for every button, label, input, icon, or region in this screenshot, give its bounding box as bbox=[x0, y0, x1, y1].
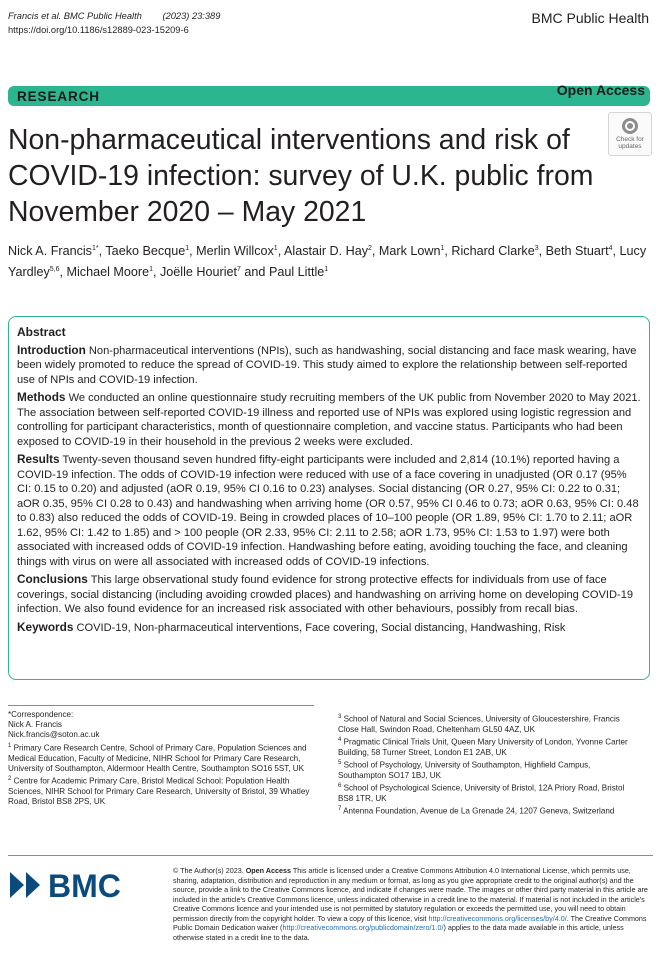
abstract-section-text: Twenty-seven thousand seven hundred fifty-eight participants were included and 2,814 (10.1%) reported having a COVID-19 infection. The odds of COVID-19 infection were reduced with use of a face covering in unadjusted (OR 0.17 (95% CI: 0.15 to 0.20) and adjusted (aOR 0.19, 95% CI 0.16 to 0.23) analyses. Social distancing (OR 0.27, 95% CI: 0.22 to 0.31; aOR 0.35, 95% CI 0.28 to 0.43) and handwashing when arriving home (OR 0.57, 95% CI 0.46 to 0.73; aOR 0.63, 95% CI: 0.48 to 0.83) also reduced the odds of COVID-19. Being in crowded places of 10–100 people (OR 1.89, 95% CI: 1.70 to 2.11; aOR 1.62, 95% CI: 1.42 to 1.85) and > 100 people (OR 2.33, 95% CI: 2.11 to 2.58; aOR 1.73, 95% CI: 1.53 to 1.97) were both associated with increased odds of COVID-19 infection. Handwashing before eating, avoiding touching the face, and cleaning things with virus on were all associated with increased odds of COVID-19 infections. bbox=[17, 454, 639, 568]
author-name: Michael Moore bbox=[66, 264, 150, 279]
author-affiliation-marker: 1 bbox=[440, 245, 445, 252]
license-link-zero[interactable]: http://creativecommons.org/publicdomain/zero/1.0/ bbox=[282, 923, 444, 932]
affiliation-number: 2 bbox=[8, 775, 12, 782]
author-affiliation-marker: 2 bbox=[368, 245, 372, 252]
author[interactable] bbox=[67, 265, 154, 279]
affiliation bbox=[8, 774, 320, 807]
author-name: Alastair D. Hay bbox=[284, 244, 368, 259]
author-name: Merlin Willcox bbox=[196, 244, 274, 259]
abstract-section-text: COVID-19, Non-pharmaceutical interventions, Face covering, Social distancing, Handwashing, Risk bbox=[76, 621, 566, 634]
author[interactable] bbox=[8, 244, 99, 258]
author-name: Richard Clarke bbox=[451, 244, 535, 259]
affiliation-number: 7 bbox=[338, 806, 342, 813]
footnote-divider bbox=[8, 705, 314, 706]
citation-journal: et al. BMC Public Health bbox=[38, 11, 142, 21]
abstract-section-heading: Methods bbox=[17, 390, 66, 404]
author-name: Mark Lown bbox=[378, 244, 441, 259]
affiliation-text: Centre for Academic Primary Care, Bristol Medical School: Population Health Sciences, NIHR School for Primary Care Research, University of Bristol, 39 Whatley Road, Bristol BS8 2PS, UK bbox=[8, 776, 310, 806]
author[interactable] bbox=[284, 244, 372, 258]
abstract-section bbox=[17, 452, 642, 569]
abstract-section-heading: Introduction bbox=[17, 342, 86, 357]
affiliation-text: School of Psychology, University of Southampton, Highfield Campus, Southampton SO17 1BJ, UK bbox=[338, 760, 591, 781]
abstract-section bbox=[17, 390, 642, 449]
affiliation-number: 3 bbox=[338, 714, 342, 720]
abstract-sections bbox=[17, 343, 642, 636]
author[interactable] bbox=[451, 244, 538, 258]
check-updates-line2: updates bbox=[618, 143, 642, 150]
license-divider bbox=[8, 855, 653, 856]
affiliation-list-left bbox=[8, 741, 320, 808]
check-updates-icon bbox=[622, 118, 638, 134]
article-title: Non-pharmaceutical interventions and risk of COVID-19 infection: survey of U.K. public from November 2020 – May 2021 bbox=[8, 124, 594, 228]
license-tail: ) applies to the data made available in this article, unless otherwise stated in a credit line to the data. bbox=[173, 923, 624, 942]
article-type-banner bbox=[8, 82, 650, 106]
author-affiliation-marker: 7 bbox=[237, 265, 241, 273]
abstract-heading: Abstract bbox=[17, 325, 66, 339]
author-affiliation-marker: 1 bbox=[273, 245, 278, 252]
license-copyright: © The Author(s) 2023. bbox=[173, 866, 246, 875]
correspondence-label: *Correspondence: bbox=[8, 710, 74, 719]
affiliation bbox=[338, 758, 633, 781]
author[interactable] bbox=[546, 244, 613, 258]
article-meta bbox=[8, 9, 220, 37]
author-affiliation-marker: 5,6 bbox=[49, 265, 60, 273]
license-body: This article is licensed under a Creative Commons Attribution 4.0 International License, which permits use, sharing, adaptation, distribution and reproduction in any medium or format, as long as you give appropriate credit to the original author(s) and the source, provide a link to the Creative Commons licence, and indicate if changes were made. The images or other third party material in this article are included in the article's Creative Commons licence, unless indicated otherwise in a credit line to the material. If material is not included in the article's Creative Commons licence and your intended use is not permitted by statutory regulation or exceeds the permitted use, you will need to obtain permission directly from the copyright holder. To view a copy of this licence, visit bbox=[173, 866, 648, 923]
author[interactable] bbox=[269, 265, 328, 279]
affiliation-number: 4 bbox=[338, 737, 342, 744]
author-name: Paul Little bbox=[268, 264, 325, 279]
abstract-section bbox=[17, 572, 642, 617]
check-for-updates-badge[interactable] bbox=[608, 112, 652, 156]
citation-authors: Francis bbox=[8, 11, 39, 21]
author-list: Nick A. Francis$^{1*}$, Taeko Becque$^1$, Merlin Willcox$^1$, Alastair D. Hay$^2$, Mark Lown$^1$, Richard Clarke$^3$, Beth Stuart$^4$, Lucy Yardley$^{5,6}$, Michael Moore$^1$, Joëlle Houriet$^7$ and Paul Little$^1$ bbox=[8, 244, 647, 279]
affiliation-text: School of Psychological Science, University of Bristol, 12A Priory Road, Bristol BS8 1TR, UK bbox=[338, 783, 625, 804]
article-type-label: RESEARCH bbox=[17, 88, 100, 104]
affiliations-right bbox=[338, 712, 633, 817]
affiliation-text: Pragmatic Clinical Trials Unit, Queen Mary University of London, Yvonne Carter Building, 58 Turner Street, London E1 2AB, UK bbox=[338, 737, 628, 757]
abstract-section bbox=[17, 343, 642, 388]
author[interactable] bbox=[105, 244, 189, 258]
author[interactable] bbox=[196, 244, 278, 258]
open-access-label: Open Access bbox=[556, 82, 645, 98]
author-affiliation-marker: 1 bbox=[324, 265, 329, 273]
abstract-section-text: This large observational study found evidence for strong protective effects for individuals from use of face coverings, social distancing (including avoiding crowded places) and handwashing on arriving home on developing COVID-19 infection. We also found evidence for an increased risk associated with other behaviours, possibly from recall bias. bbox=[17, 574, 634, 615]
author[interactable] bbox=[160, 265, 241, 279]
author[interactable] bbox=[379, 244, 445, 258]
license-text bbox=[173, 866, 651, 942]
affiliation-number: 5 bbox=[338, 760, 342, 767]
author-name: Nick A. Francis bbox=[8, 244, 92, 259]
bmc-logo-text: BMC bbox=[48, 870, 121, 900]
affiliations-left bbox=[8, 710, 320, 807]
license-open-access: Open Access bbox=[245, 866, 291, 875]
correspondence-email[interactable]: Nick.francis@soton.ac.uk bbox=[8, 730, 100, 740]
bmc-logo-mark-left bbox=[10, 872, 24, 898]
affiliation bbox=[338, 735, 633, 758]
affiliation-text: Primary Care Research Centre, School of Primary Care, Population Sciences and Medical Education, Faculty of Medicine, NIHR School for Primary Care Research, University of Southampton, Aldermoor Health Centre, Southampton SO16 5ST, UK bbox=[8, 743, 307, 773]
abstract-section-heading: Conclusions bbox=[17, 572, 88, 586]
abstract-section-heading: Keywords bbox=[17, 619, 74, 634]
affiliation-number: 1 bbox=[8, 742, 12, 749]
citation-line bbox=[8, 9, 220, 23]
affiliation bbox=[338, 781, 633, 804]
author-affiliation-marker: 1 bbox=[149, 265, 153, 273]
check-updates-line1: Check for bbox=[616, 136, 644, 143]
license-waiver: . The Creative Commons Public Domain Dedication waiver ( bbox=[173, 913, 647, 932]
affiliation-number: 6 bbox=[338, 783, 342, 790]
abstract-box bbox=[8, 316, 650, 680]
abstract-section-text: We conducted an online questionnaire study recruiting members of the UK public from November 2020 to May 2021. The association between self-reported COVID-19 illness and reported use of NPIs was explored using logistic regression and controlling for participant characteristics, month of questionnaire completion, and vaccine status. Participants who had been exposed to COVID-19 in their household in the previous 2 weeks were excluded. bbox=[17, 392, 641, 448]
affiliation-text: School of Natural and Social Sciences, University of Gloucestershire, Francis Close Hall, Swindon Road, Cheltenham GL50 4AZ, UK bbox=[338, 714, 620, 734]
author-affiliation-marker: 3 bbox=[534, 245, 539, 252]
author-affiliation-marker: 1 bbox=[185, 245, 190, 252]
license-link-by[interactable]: http://creativecommons.org/licenses/by/4.0/ bbox=[428, 913, 567, 923]
abstract-section bbox=[17, 620, 642, 636]
affiliation bbox=[338, 712, 633, 735]
journal-name: BMC Public Health bbox=[531, 10, 649, 26]
bmc-logo-mark-right bbox=[26, 872, 40, 898]
affiliation bbox=[8, 741, 320, 774]
bmc-logo bbox=[10, 870, 160, 900]
author-affiliation-marker: 1* bbox=[91, 245, 99, 252]
affiliation bbox=[338, 804, 633, 817]
citation-year-volume: (2023) 23:389 bbox=[162, 11, 221, 21]
correspondence-name: Nick A. Francis bbox=[8, 720, 62, 730]
abstract-section-text: Non-pharmaceutical interventions (NPIs), such as handwashing, social distancing and face mask wearing, have been widely promoted to reduce the spread of COVID-19. This study aimed to explore the relationship between self-reported use of NPIs and COVID-19 infection. bbox=[17, 344, 637, 386]
author-name: Joëlle Houriet bbox=[160, 264, 238, 279]
author-name: Beth Stuart bbox=[545, 244, 609, 259]
author-affiliation-marker: 4 bbox=[608, 245, 613, 252]
doi-link[interactable]: https://doi.org/10.1186/s12889-023-15209-6 bbox=[8, 25, 189, 35]
affiliation-text: Antenna Foundation, Avenue de La Grenade 24, 1207 Geneva, Switzerland bbox=[343, 807, 615, 817]
author-name: Lucy Yardley bbox=[8, 244, 647, 279]
author-name: Taeko Becque bbox=[105, 244, 186, 259]
abstract-section-heading: Results bbox=[17, 452, 60, 466]
